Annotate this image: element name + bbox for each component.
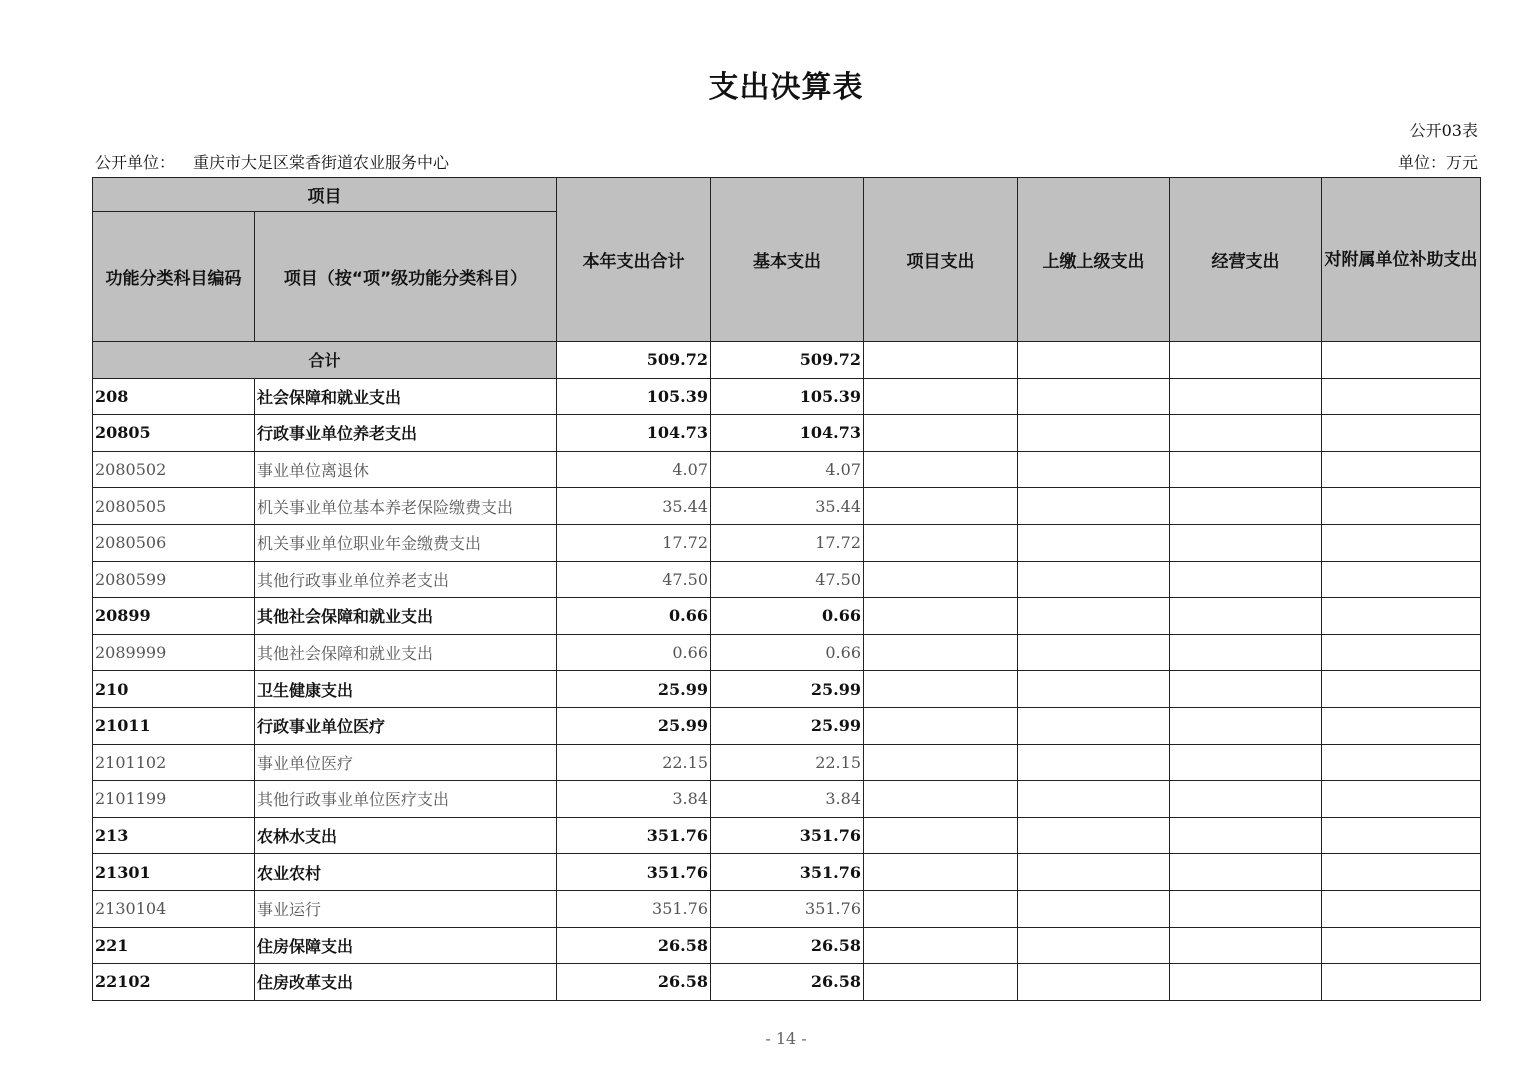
empty-cell (1018, 598, 1170, 635)
empty-cell (1322, 707, 1481, 744)
empty-cell (1170, 561, 1322, 598)
row-name: 其他社会保障和就业支出 (255, 598, 557, 635)
row-total: 25.99 (557, 671, 711, 708)
table-row (93, 378, 1481, 415)
table-row (93, 781, 1481, 818)
row-total: 351.76 (557, 854, 711, 891)
header-item: 项目（按“项”级功能分类科目） (255, 212, 557, 342)
row-name: 其他行政事业单位医疗支出 (255, 781, 557, 818)
empty-cell (1018, 415, 1170, 452)
empty-cell (1322, 524, 1481, 561)
table-row (93, 671, 1481, 708)
reporting-unit (95, 150, 449, 173)
row-code: 21301 (93, 854, 255, 891)
empty-cell (1170, 378, 1322, 415)
empty-cell (1322, 671, 1481, 708)
empty-cell (1322, 598, 1481, 635)
empty-cell (1018, 781, 1170, 818)
row-basic: 0.66 (711, 634, 864, 671)
empty-cell (864, 744, 1018, 781)
empty-cell (1322, 561, 1481, 598)
reporting-unit-label: 公开单位： (95, 153, 176, 172)
row-basic: 35.44 (711, 488, 864, 525)
empty-cell (1170, 671, 1322, 708)
empty-cell (1018, 378, 1170, 415)
header-code: 功能分类科目编码 (93, 212, 255, 342)
empty-cell (1170, 707, 1322, 744)
table-row (93, 598, 1481, 635)
total-amount: 509.72 (557, 342, 711, 379)
empty-cell (1170, 342, 1322, 379)
table-row (93, 634, 1481, 671)
empty-cell (1170, 744, 1322, 781)
row-total: 104.73 (557, 415, 711, 452)
empty-cell (1018, 488, 1170, 525)
empty-cell (864, 598, 1018, 635)
empty-cell (864, 671, 1018, 708)
row-basic: 47.50 (711, 561, 864, 598)
empty-cell (1170, 890, 1322, 927)
empty-cell (1322, 781, 1481, 818)
row-code: 20805 (93, 415, 255, 452)
page-title: 支出决算表 (708, 70, 864, 105)
row-code: 20899 (93, 598, 255, 635)
row-name: 机关事业单位基本养老保险缴费支出 (255, 488, 557, 525)
empty-cell (1170, 598, 1322, 635)
row-basic: 105.39 (711, 378, 864, 415)
empty-cell (1170, 451, 1322, 488)
row-total: 4.07 (557, 451, 711, 488)
row-basic: 17.72 (711, 524, 864, 561)
row-code: 213 (93, 817, 255, 854)
empty-cell (1018, 671, 1170, 708)
row-name: 其他行政事业单位养老支出 (255, 561, 557, 598)
row-name: 机关事业单位职业年金缴费支出 (255, 524, 557, 561)
empty-cell (1322, 964, 1481, 1001)
row-basic: 351.76 (711, 817, 864, 854)
table-row (93, 561, 1481, 598)
row-code: 210 (93, 671, 255, 708)
row-code: 208 (93, 378, 255, 415)
row-basic: 26.58 (711, 964, 864, 1001)
empty-cell (864, 451, 1018, 488)
row-name: 事业运行 (255, 890, 557, 927)
row-total: 35.44 (557, 488, 711, 525)
empty-cell (864, 342, 1018, 379)
empty-cell (1322, 451, 1481, 488)
empty-cell (1018, 451, 1170, 488)
row-total: 17.72 (557, 524, 711, 561)
empty-cell (864, 524, 1018, 561)
row-code: 21011 (93, 707, 255, 744)
empty-cell (1322, 378, 1481, 415)
empty-cell (1018, 854, 1170, 891)
row-code: 22102 (93, 964, 255, 1001)
empty-cell (1018, 744, 1170, 781)
table-row (93, 524, 1481, 561)
empty-cell (864, 561, 1018, 598)
empty-cell (1018, 964, 1170, 1001)
empty-cell (1018, 524, 1170, 561)
header-subsidy: 对附属单位补助支出 (1322, 178, 1481, 342)
page-number: - 14 - (765, 1029, 807, 1048)
empty-cell (1170, 415, 1322, 452)
table-row (93, 488, 1481, 525)
empty-cell (864, 781, 1018, 818)
table-row (93, 744, 1481, 781)
row-basic: 104.73 (711, 415, 864, 452)
header-project-expenditure: 项目支出 (864, 178, 1018, 342)
empty-cell (864, 488, 1018, 525)
empty-cell (1322, 817, 1481, 854)
table-row (93, 415, 1481, 452)
empty-cell (1322, 415, 1481, 452)
empty-cell (1322, 342, 1481, 379)
empty-cell (864, 854, 1018, 891)
row-basic: 351.76 (711, 890, 864, 927)
empty-cell (1018, 561, 1170, 598)
empty-cell (1170, 927, 1322, 964)
row-basic: 25.99 (711, 671, 864, 708)
row-basic: 26.58 (711, 927, 864, 964)
empty-cell (864, 890, 1018, 927)
row-name: 其他社会保障和就业支出 (255, 634, 557, 671)
empty-cell (1170, 781, 1322, 818)
row-basic: 25.99 (711, 707, 864, 744)
row-basic: 0.66 (711, 598, 864, 635)
row-total: 47.50 (557, 561, 711, 598)
row-name: 农业农村 (255, 854, 557, 891)
row-name: 农林水支出 (255, 817, 557, 854)
empty-cell (1170, 854, 1322, 891)
row-basic: 4.07 (711, 451, 864, 488)
row-name: 行政事业单位医疗 (255, 707, 557, 744)
header-project: 项目 (93, 178, 557, 212)
row-name: 住房保障支出 (255, 927, 557, 964)
row-total: 351.76 (557, 817, 711, 854)
empty-cell (864, 707, 1018, 744)
empty-cell (1170, 817, 1322, 854)
row-name: 住房改革支出 (255, 964, 557, 1001)
empty-cell (864, 927, 1018, 964)
row-code: 2080505 (93, 488, 255, 525)
empty-cell (1322, 890, 1481, 927)
empty-cell (1018, 707, 1170, 744)
row-code: 2080506 (93, 524, 255, 561)
row-total: 0.66 (557, 634, 711, 671)
row-basic: 22.15 (711, 744, 864, 781)
expenditure-table (92, 177, 1481, 1001)
row-name: 社会保障和就业支出 (255, 378, 557, 415)
row-code: 2101199 (93, 781, 255, 818)
total-label: 合计 (93, 342, 557, 379)
row-name: 事业单位医疗 (255, 744, 557, 781)
header-basic: 基本支出 (711, 178, 864, 342)
empty-cell (864, 378, 1018, 415)
total-row (93, 342, 1481, 379)
table-number: 公开03表 (1409, 121, 1478, 140)
empty-cell (1170, 634, 1322, 671)
table-row (93, 451, 1481, 488)
table-row (93, 817, 1481, 854)
empty-cell (1170, 488, 1322, 525)
table-row (93, 707, 1481, 744)
row-total: 105.39 (557, 378, 711, 415)
empty-cell (1018, 634, 1170, 671)
empty-cell (1322, 854, 1481, 891)
table-row (93, 927, 1481, 964)
empty-cell (1322, 927, 1481, 964)
empty-cell (1322, 634, 1481, 671)
row-total: 351.76 (557, 890, 711, 927)
row-total: 26.58 (557, 964, 711, 1001)
row-total: 0.66 (557, 598, 711, 635)
table-row (93, 854, 1481, 891)
empty-cell (864, 634, 1018, 671)
currency-unit: 单位：万元 (1397, 153, 1478, 172)
empty-cell (1018, 342, 1170, 379)
empty-cell (1170, 964, 1322, 1001)
header-total: 本年支出合计 (557, 178, 711, 342)
row-total: 3.84 (557, 781, 711, 818)
empty-cell (1018, 817, 1170, 854)
header-business: 经营支出 (1170, 178, 1322, 342)
row-code: 2080599 (93, 561, 255, 598)
table-body (93, 342, 1481, 1001)
row-code: 2080502 (93, 451, 255, 488)
empty-cell (864, 817, 1018, 854)
table-row (93, 890, 1481, 927)
empty-cell (1170, 524, 1322, 561)
empty-cell (1322, 744, 1481, 781)
row-basic: 3.84 (711, 781, 864, 818)
reporting-unit-name: 重庆市大足区棠香街道农业服务中心 (193, 153, 450, 172)
row-total: 25.99 (557, 707, 711, 744)
empty-cell (1018, 890, 1170, 927)
row-name: 卫生健康支出 (255, 671, 557, 708)
empty-cell (1018, 927, 1170, 964)
row-code: 2089999 (93, 634, 255, 671)
row-name: 事业单位离退休 (255, 451, 557, 488)
header-upper-payment: 上缴上级支出 (1018, 178, 1170, 342)
row-total: 26.58 (557, 927, 711, 964)
row-total: 22.15 (557, 744, 711, 781)
total-basic: 509.72 (711, 342, 864, 379)
empty-cell (864, 964, 1018, 1001)
row-name: 行政事业单位养老支出 (255, 415, 557, 452)
row-code: 221 (93, 927, 255, 964)
empty-cell (1322, 488, 1481, 525)
row-basic: 351.76 (711, 854, 864, 891)
empty-cell (864, 415, 1018, 452)
row-code: 2101102 (93, 744, 255, 781)
row-code: 2130104 (93, 890, 255, 927)
table-row (93, 964, 1481, 1001)
